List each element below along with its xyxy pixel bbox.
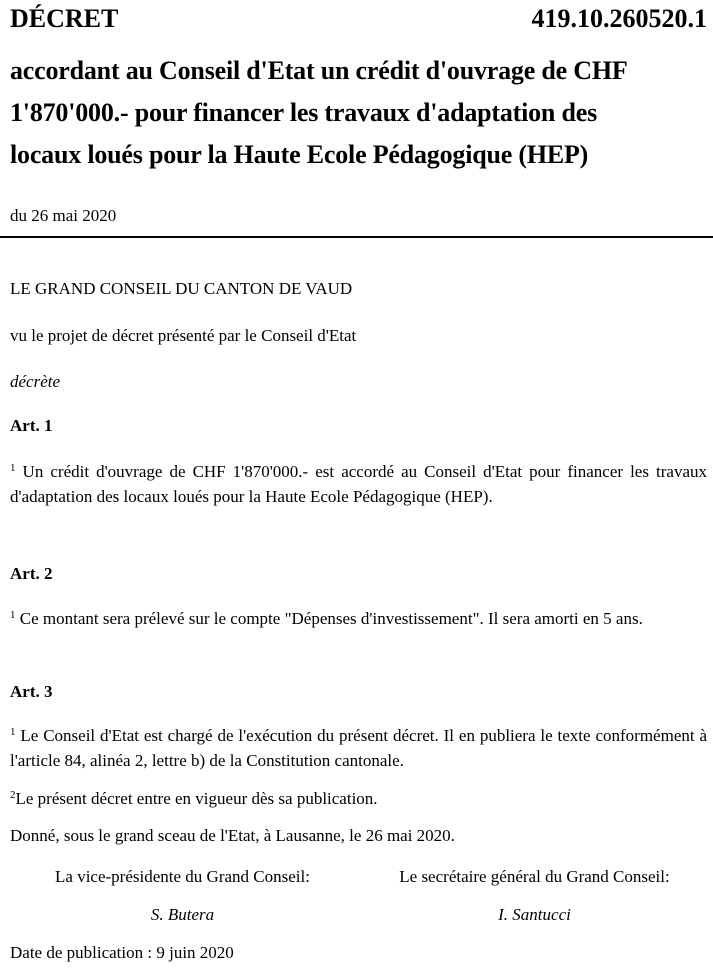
header-divider — [0, 236, 713, 238]
paragraph-text: Le présent décret entre en vigueur dès sa publication. — [15, 789, 378, 808]
document-number: 419.10.260520.1 — [531, 4, 707, 33]
decree-title-line-1: accordant au Conseil d'Etat un crédit d'ouvrage de CHF — [10, 56, 628, 85]
paragraph-number: 1 — [10, 609, 16, 621]
paragraph-text: Le Conseil d'Etat est chargé de l'exécution du présent décret. Il en publiera le texte conformément à l'article 84, alinéa 2, lettre b) de la Constitution cantonale. — [10, 726, 708, 770]
article-1-paragraph-1 — [10, 459, 707, 509]
left-signatory-role: La vice-présidente du Grand Conseil: — [55, 867, 310, 886]
decree-title-line-3: locaux loués pour la Haute Ecole Pédagogique (HEP) — [10, 140, 589, 169]
paragraph-text: Ce montant sera prélevé sur le compte "Dépenses d'investissement". Il sera amorti en 5 ans. — [19, 609, 643, 628]
publication-date: Date de publication : 9 juin 2020 — [10, 943, 234, 962]
document-header — [10, 4, 707, 34]
article-2-heading: Art. 2 — [10, 564, 53, 583]
closing-line: Donné, sous le grand sceau de l'Etat, à Lausanne, le 26 mai 2020. — [10, 826, 455, 845]
decree-date: du 26 mai 2020 — [10, 206, 117, 225]
left-signatory-name: S. Butera — [150, 905, 215, 924]
decree-title-line-2: 1'870'000.- pour financer les travaux d'adaptation des — [10, 98, 598, 127]
decrees-line: décrète — [10, 372, 61, 391]
decree-title — [10, 50, 707, 176]
right-signatory-name: I. Santucci — [498, 905, 571, 924]
paragraph-text: Un crédit d'ouvrage de CHF 1'870'000.- est accordé au Conseil d'Etat pour financer les travaux d'adaptation des locaux loués pour la Haute Ecole Pédagogique (HEP). — [10, 462, 707, 506]
article-1-heading: Art. 1 — [10, 416, 53, 435]
paragraph-number: 1 — [10, 462, 16, 474]
right-signatory-role: Le secrétaire général du Grand Conseil: — [399, 867, 670, 886]
article-3-paragraph-2 — [10, 786, 707, 811]
article-3-paragraph-1 — [10, 723, 707, 773]
considering-line: vu le projet de décret présenté par le Conseil d'Etat — [10, 326, 357, 345]
article-3-heading: Art. 3 — [10, 682, 53, 701]
signature-roles — [10, 864, 707, 889]
paragraph-number: 1 — [10, 726, 16, 738]
article-2-paragraph-1 — [10, 606, 707, 631]
authority-line: LE GRAND CONSEIL DU CANTON DE VAUD — [10, 279, 353, 298]
paragraph-number: 2 — [10, 789, 16, 801]
document-type: DÉCRET — [10, 4, 119, 33]
signature-names — [10, 902, 707, 927]
